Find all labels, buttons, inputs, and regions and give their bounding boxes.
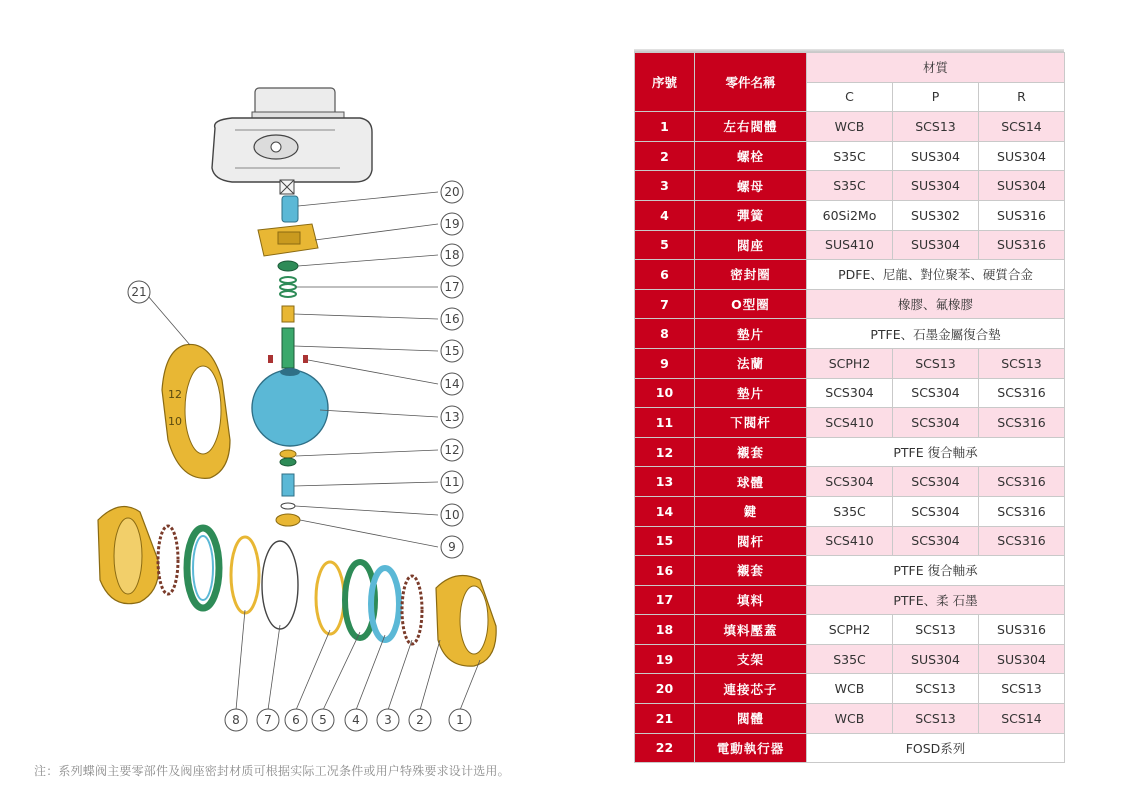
body-label-12: 12 <box>168 388 182 401</box>
callout-21 <box>128 281 150 303</box>
material-p: SCS304 <box>893 408 979 438</box>
material-r: SCS316 <box>979 526 1065 556</box>
svg-text:5: 5 <box>319 713 327 727</box>
material-c: WCB <box>807 112 893 142</box>
materials-table-body <box>635 112 1065 763</box>
part-name: 球體 <box>695 467 807 497</box>
svg-text:3: 3 <box>384 713 392 727</box>
part-3-spring <box>402 576 422 644</box>
right-body-half <box>436 576 496 667</box>
part-18-gland <box>278 261 298 271</box>
footnote: 注：系列蝶阀主要零部件及阀座密封材质可根据实际工况条件或用户特殊要求设计选用。 <box>34 764 510 778</box>
callout-19 <box>441 213 463 235</box>
material-all-grades: PTFE、柔 石墨 <box>807 585 1065 615</box>
header-material: 材質 <box>807 53 1065 83</box>
part-8-gasket <box>316 562 344 634</box>
part-9-flange <box>276 514 300 526</box>
table-row <box>635 585 1065 615</box>
row-number: 13 <box>635 467 695 497</box>
svg-text:19: 19 <box>444 217 460 231</box>
material-r: SUS304 <box>979 644 1065 674</box>
material-r: SCS316 <box>979 408 1065 438</box>
table-row <box>635 141 1065 171</box>
material-c: SCS304 <box>807 467 893 497</box>
callout-20 <box>441 181 463 203</box>
callout-6 <box>285 709 307 731</box>
material-p: SCS13 <box>893 615 979 645</box>
callout-5 <box>312 709 334 731</box>
svg-text:10: 10 <box>444 508 460 522</box>
material-r: SCS316 <box>979 467 1065 497</box>
svg-text:18: 18 <box>444 248 460 262</box>
material-p: SCS13 <box>893 704 979 734</box>
material-r: SCS13 <box>979 674 1065 704</box>
part-15-stem <box>282 328 294 368</box>
callout-13 <box>441 406 463 428</box>
svg-text:2: 2 <box>416 713 424 727</box>
part-name: 閥體 <box>695 704 807 734</box>
row-number: 10 <box>635 378 695 408</box>
svg-text:9: 9 <box>448 540 456 554</box>
part-name: 彈簧 <box>695 200 807 230</box>
callout-14 <box>441 373 463 395</box>
material-c: S35C <box>807 171 893 201</box>
table-row <box>635 704 1065 734</box>
table-row <box>635 644 1065 674</box>
part-21-valve-body <box>162 344 230 478</box>
svg-text:14: 14 <box>444 377 460 391</box>
part-name: 密封圈 <box>695 260 807 290</box>
part-name: 填料壓蓋 <box>695 615 807 645</box>
material-c: S35C <box>807 141 893 171</box>
callout-7 <box>257 709 279 731</box>
material-p: SUS304 <box>893 644 979 674</box>
material-c: SCS410 <box>807 526 893 556</box>
row-number: 18 <box>635 615 695 645</box>
material-r: SUS316 <box>979 230 1065 260</box>
material-c: SCPH2 <box>807 348 893 378</box>
table-row <box>635 171 1065 201</box>
svg-text:16: 16 <box>444 312 460 326</box>
material-p: SUS304 <box>893 171 979 201</box>
header-part-name: 零件名稱 <box>695 53 807 112</box>
table-row <box>635 615 1065 645</box>
table-row <box>635 467 1065 497</box>
part-name: 電動執行器 <box>695 733 807 763</box>
row-number: 14 <box>635 496 695 526</box>
table-row <box>635 496 1065 526</box>
row-number: 2 <box>635 141 695 171</box>
material-c: SUS410 <box>807 230 893 260</box>
row-number: 12 <box>635 437 695 467</box>
part-name: 閥杆 <box>695 526 807 556</box>
table-row <box>635 230 1065 260</box>
svg-text:6: 6 <box>292 713 300 727</box>
material-c: WCB <box>807 704 893 734</box>
header-grade-c: C <box>807 82 893 112</box>
row-number: 6 <box>635 260 695 290</box>
material-all-grades: PTFE 復合軸承 <box>807 556 1065 586</box>
row-number: 11 <box>635 408 695 438</box>
svg-text:4: 4 <box>352 713 360 727</box>
row-number: 3 <box>635 171 695 201</box>
callouts-bottom <box>225 709 471 731</box>
material-c: SCPH2 <box>807 615 893 645</box>
material-r: SUS316 <box>979 615 1065 645</box>
table-row <box>635 378 1065 408</box>
material-r: SUS316 <box>979 200 1065 230</box>
material-c: S35C <box>807 644 893 674</box>
part-name: 連接芯子 <box>695 674 807 704</box>
material-p: SUS304 <box>893 230 979 260</box>
callouts-right <box>441 181 463 558</box>
material-p: SCS304 <box>893 378 979 408</box>
callout-1 <box>449 709 471 731</box>
svg-text:11: 11 <box>444 475 460 489</box>
material-p: SCS304 <box>893 496 979 526</box>
svg-text:12: 12 <box>444 443 460 457</box>
callout-10 <box>441 504 463 526</box>
material-r: SCS14 <box>979 704 1065 734</box>
material-c: SCS410 <box>807 408 893 438</box>
part-17-packing <box>280 277 296 297</box>
header-no: 序號 <box>635 53 695 112</box>
part-name: 螺母 <box>695 171 807 201</box>
part-name: 螺栓 <box>695 141 807 171</box>
callout-9 <box>441 536 463 558</box>
table-row <box>635 319 1065 349</box>
callout-12 <box>441 439 463 461</box>
material-c: SCS304 <box>807 378 893 408</box>
row-number: 9 <box>635 348 695 378</box>
part-6-seal-ring <box>231 537 259 613</box>
row-number: 4 <box>635 200 695 230</box>
part-name: 填料 <box>695 585 807 615</box>
header-grade-p: P <box>893 82 979 112</box>
row-number: 22 <box>635 733 695 763</box>
part-13-ball <box>252 368 328 446</box>
part-5-seat <box>187 528 219 608</box>
material-c: 60Si2Mo <box>807 200 893 230</box>
part-12-bushing <box>280 450 296 466</box>
material-p: SUS302 <box>893 200 979 230</box>
material-p: SUS304 <box>893 141 979 171</box>
part-name: 支架 <box>695 644 807 674</box>
part-name: 墊片 <box>695 319 807 349</box>
header-grade-r: R <box>979 82 1065 112</box>
row-number: 16 <box>635 556 695 586</box>
part-name: 法蘭 <box>695 348 807 378</box>
svg-text:17: 17 <box>444 280 460 294</box>
table-row <box>635 526 1065 556</box>
part-20-coupling <box>282 196 298 222</box>
table-row <box>635 348 1065 378</box>
material-r: SCS316 <box>979 496 1065 526</box>
part-19-bracket <box>258 224 318 256</box>
svg-text:21: 21 <box>131 285 147 299</box>
material-all-grades: 橡膠、氟橡膠 <box>807 289 1065 319</box>
callout-4 <box>345 709 367 731</box>
materials-table <box>634 52 1065 763</box>
part-name: 閥座 <box>695 230 807 260</box>
callout-18 <box>441 244 463 266</box>
material-r: SCS13 <box>979 348 1065 378</box>
table-row <box>635 289 1065 319</box>
row-number: 17 <box>635 585 695 615</box>
part-name: 襯套 <box>695 556 807 586</box>
row-number: 20 <box>635 674 695 704</box>
body-label-10: 10 <box>168 415 182 428</box>
material-r: SUS304 <box>979 141 1065 171</box>
part-name: 襯套 <box>695 437 807 467</box>
table-row <box>635 674 1065 704</box>
row-number: 1 <box>635 112 695 142</box>
table-row <box>635 556 1065 586</box>
callout-16 <box>441 308 463 330</box>
material-r: SUS304 <box>979 171 1065 201</box>
material-p: SCS13 <box>893 112 979 142</box>
row-number: 5 <box>635 230 695 260</box>
row-number: 7 <box>635 289 695 319</box>
table-row <box>635 733 1065 763</box>
callout-3 <box>377 709 399 731</box>
svg-text:13: 13 <box>444 410 460 424</box>
part-name: 鍵 <box>695 496 807 526</box>
row-number: 21 <box>635 704 695 734</box>
material-all-grades: FOSD系列 <box>807 733 1065 763</box>
part-7-o-ring <box>262 541 298 629</box>
table-row <box>635 437 1065 467</box>
svg-text:7: 7 <box>264 713 272 727</box>
part-name: 墊片 <box>695 378 807 408</box>
row-number: 15 <box>635 526 695 556</box>
left-body-half <box>98 507 159 604</box>
part-name: O型圈 <box>695 289 807 319</box>
electric-actuator <box>212 88 372 194</box>
part-10-gasket <box>281 503 295 509</box>
table-row <box>635 112 1065 142</box>
material-all-grades: PDFE、尼龍、對位聚苯、硬質合金 <box>807 260 1065 290</box>
material-all-grades: PTFE、石墨金屬復合墊 <box>807 319 1065 349</box>
svg-text:15: 15 <box>444 344 460 358</box>
callout-2 <box>409 709 431 731</box>
callout-8 <box>225 709 247 731</box>
part-4-spring <box>158 526 178 594</box>
table-row <box>635 408 1065 438</box>
callout-17 <box>441 276 463 298</box>
material-c: S35C <box>807 496 893 526</box>
material-r: SCS14 <box>979 112 1065 142</box>
material-c: WCB <box>807 674 893 704</box>
material-all-grades: PTFE 復合軸承 <box>807 437 1065 467</box>
material-p: SCS304 <box>893 467 979 497</box>
material-p: SCS13 <box>893 674 979 704</box>
svg-text:8: 8 <box>232 713 240 727</box>
material-p: SCS13 <box>893 348 979 378</box>
material-r: SCS316 <box>979 378 1065 408</box>
part-name: 下閥杆 <box>695 408 807 438</box>
table-row <box>635 260 1065 290</box>
svg-text:20: 20 <box>444 185 460 199</box>
material-p: SCS304 <box>893 526 979 556</box>
part-name: 左右閥體 <box>695 112 807 142</box>
part-11-lower-stem <box>282 474 294 496</box>
table-row <box>635 200 1065 230</box>
callout-15 <box>441 340 463 362</box>
row-number: 19 <box>635 644 695 674</box>
svg-text:1: 1 <box>456 713 464 727</box>
callout-11 <box>441 471 463 493</box>
row-number: 8 <box>635 319 695 349</box>
part-16-bushing <box>282 306 294 322</box>
